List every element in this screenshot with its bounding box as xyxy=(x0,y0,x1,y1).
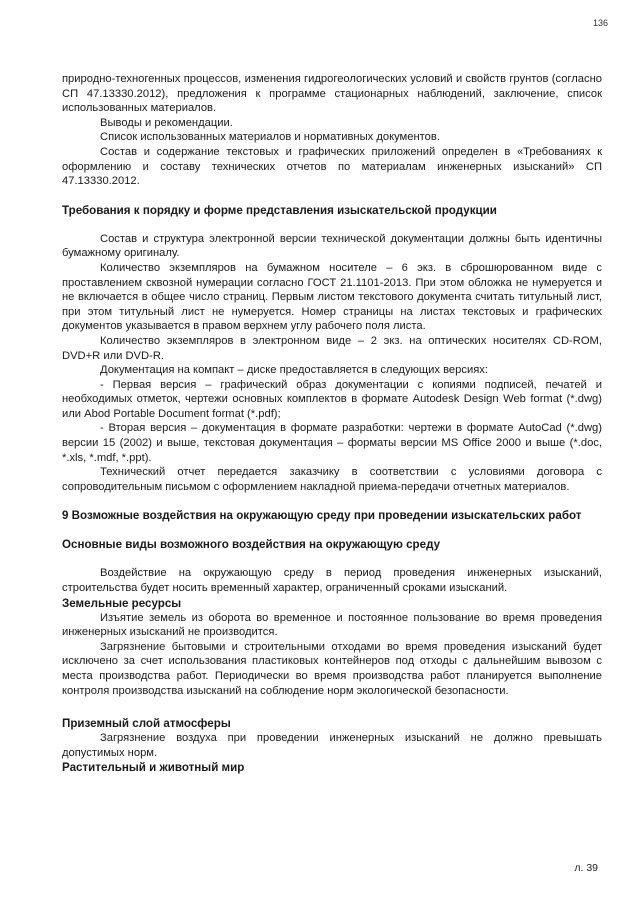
page-label-bottom: л. 39 xyxy=(574,862,598,874)
subheading-land: Земельные ресурсы xyxy=(62,596,182,610)
paragraph: Воздействие на окружающую среду в период проведения инженерных изысканий, строительства будет носить временный характер, ограниченный сроками изысканий. xyxy=(62,567,602,595)
list-item: - Первая версия – графический образ документации с копиями подписей, печатей и необходимых отметок, чертежи основных комплектов в формате Autodesk Design Web format (*.dwg) или Abod Portable Document format (*.pdf); xyxy=(62,378,602,420)
paragraph: Список использованных материалов и нормативных документов. xyxy=(100,131,440,144)
paragraph: Загрязнение воздуха при проведении инженерных изысканий не должно превышать допустимых норм. xyxy=(62,732,602,759)
document-body xyxy=(62,72,602,775)
paragraph: Документация на компакт – диске предоставляется в следующих версиях: xyxy=(100,364,488,377)
paragraph: Изъятие земель из оборота во временное и постоянное пользование во время проведения инженерных изысканий не производится. xyxy=(62,611,602,639)
section-heading-requirements: Требования к порядку и форме представления изыскательской продукции xyxy=(62,203,497,217)
subsection-heading: Основные виды возможного воздействия на окружающую среду xyxy=(62,538,441,552)
subheading-air: Приземный слой атмосферы xyxy=(62,717,231,731)
section-heading-9: 9 Возможные воздействия на окружающую среду при проведении изыскательских работ xyxy=(62,509,582,523)
paragraph: Количество экземпляров в электронном виде – 2 экз. на оптических носителях CD-ROM, DVD+R или DVD-R. xyxy=(62,334,602,362)
paragraph: Состав и структура электронной версии технической документации должны быть идентичны бумажному оригиналу. xyxy=(62,232,602,260)
subheading-flora-fauna: Растительный и животный мир xyxy=(62,761,245,775)
paragraph: Выводы и рекомендации. xyxy=(100,116,233,129)
paragraph: Технический отчет передается заказчику в соответствии с условиями договора с сопроводительным письмом с оформлением накладной приема-передачи отчетных материалов. xyxy=(62,466,602,493)
list-item: - Вторая версия – документация в формате разработки: чертежи в формате AutoCad (*.dwg) версии 15 (2002) и выше, текстовая документация – форматы версии MS Office 2000 и выше (*.doc, *.xls, *.mdf, *.ppt). xyxy=(62,422,602,464)
paragraph: Состав и содержание текстовых и графических приложений определен в «Требованиях к оформлению и составу технических отчетов по материалам инженерных изысканий» СП 47.13330.2012. xyxy=(62,145,602,188)
paragraph: природно-техногенных процессов, изменения гидрогеологических условий и свойств грунтов (согласно СП 47.13330.2012), предложения к программе стационарных наблюдений, заключение, список использованных материалов. xyxy=(62,73,602,115)
page-number-top: 136 xyxy=(592,18,608,28)
paragraph: Количество экземпляров на бумажном носителе – 6 экз. в сброшюрованном виде с проставлением сквозной нумерации согласно ГОСТ 21.1101-2013. При этом обложка не нумеруется и не включается в общее число страниц. Первым листом текстового документа считать титульный лист, при этом титульный лист не нумеруется. Номер страницы на листах текстовых и графических документов указывается в правом верхнем углу рабочего поля листа. xyxy=(62,261,602,333)
paragraph: Загрязнение бытовыми и строительными отходами во время проведения изысканий будет исключено за счет использования пластиковых контейнеров под отходы с дальнейшим вывозом с места производства работ. Периодически во время производства работ планируется выполнение контроля производства изысканий на соблюдение норм экологической безопасности. xyxy=(62,640,602,697)
